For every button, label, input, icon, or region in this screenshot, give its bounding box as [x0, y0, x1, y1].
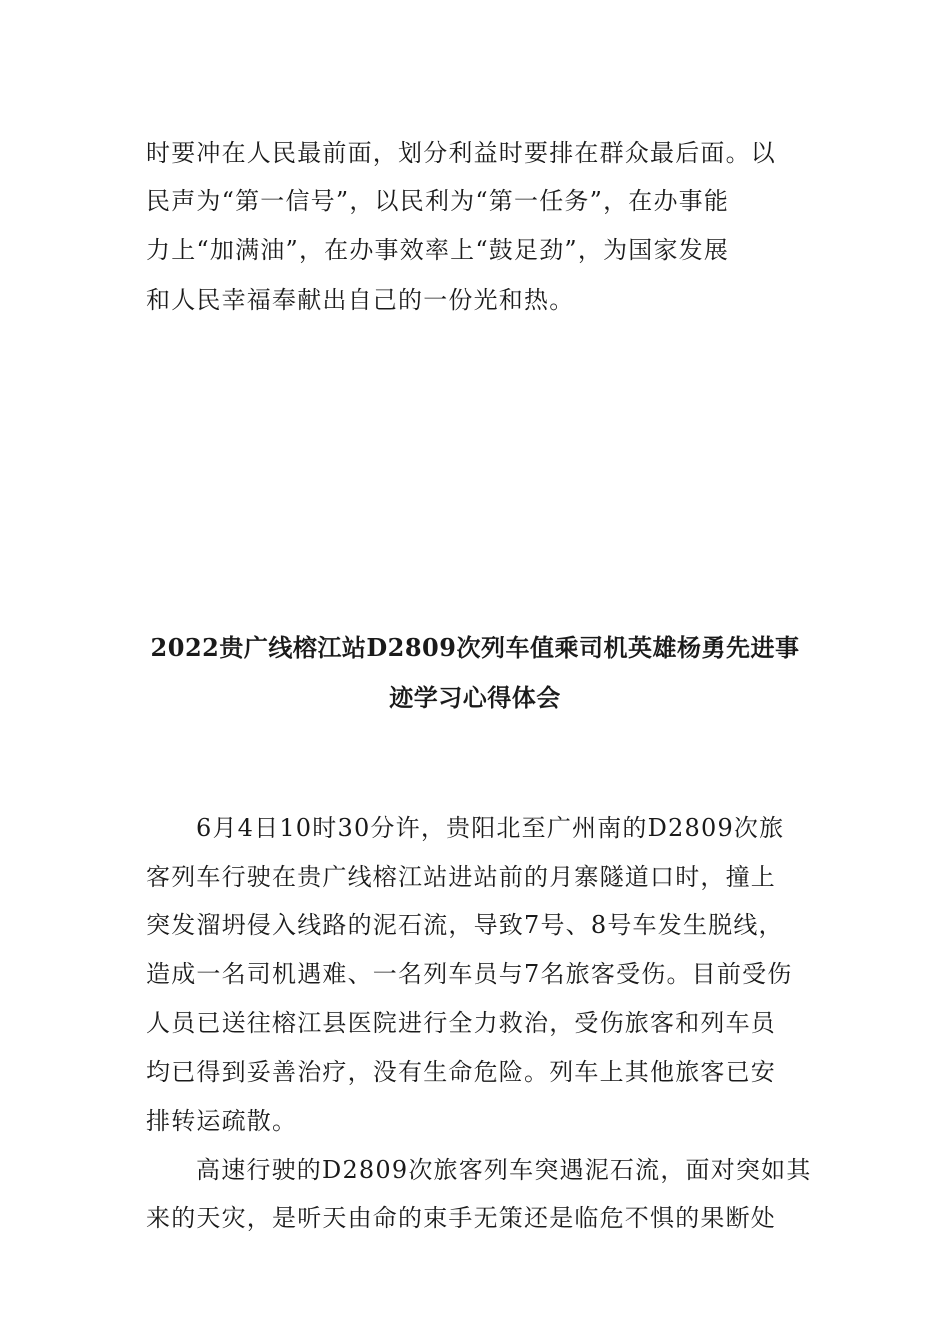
paragraph-1-line: 排转运疏散。	[146, 1107, 298, 1135]
paragraph-1-line: 人员已送往榕江县医院进行全力救治，受伤旅客和列车员	[146, 1009, 776, 1037]
article-title-line-1: 2022贵广线榕江站D2809次列车值乘司机英雄杨勇先进事	[150, 633, 800, 662]
paragraph-1-line: 客列车行驶在贵广线榕江站进站前的月寨隧道口时，撞上	[146, 863, 776, 891]
continuation-line: 民声为“第一信号”，以民利为“第一任务”，在办事能	[146, 187, 730, 215]
paragraph-1-line: 6月4日10时30分许，贵阳北至广州南的D2809次旅	[196, 814, 785, 842]
paragraph-1-line: 均已得到妥善治疗，没有生命危险。列车上其他旅客已安	[146, 1058, 776, 1086]
continuation-line: 时要冲在人民最前面，划分利益时要排在群众最后面。以	[146, 139, 776, 167]
paragraph-1-line: 造成一名司机遇难、一名列车员与7名旅客受伤。目前受伤	[146, 960, 793, 988]
continuation-line: 和人民幸福奉献出自己的一份光和热。	[146, 286, 575, 314]
paragraph-2-line: 高速行驶的D2809次旅客列车突遇泥石流，面对突如其	[196, 1156, 812, 1184]
paragraph-1-line: 突发溜坍侵入线路的泥石流，导致7号、8号车发生脱线，	[146, 911, 784, 939]
paragraph-2-line: 来的天灾，是听天由命的束手无策还是临危不惧的果断处	[146, 1204, 776, 1232]
continuation-line: 力上“加满油”，在办事效率上“鼓足劲”，为国家发展	[146, 236, 730, 264]
article-title-line-2: 迹学习心得体会	[389, 683, 561, 712]
